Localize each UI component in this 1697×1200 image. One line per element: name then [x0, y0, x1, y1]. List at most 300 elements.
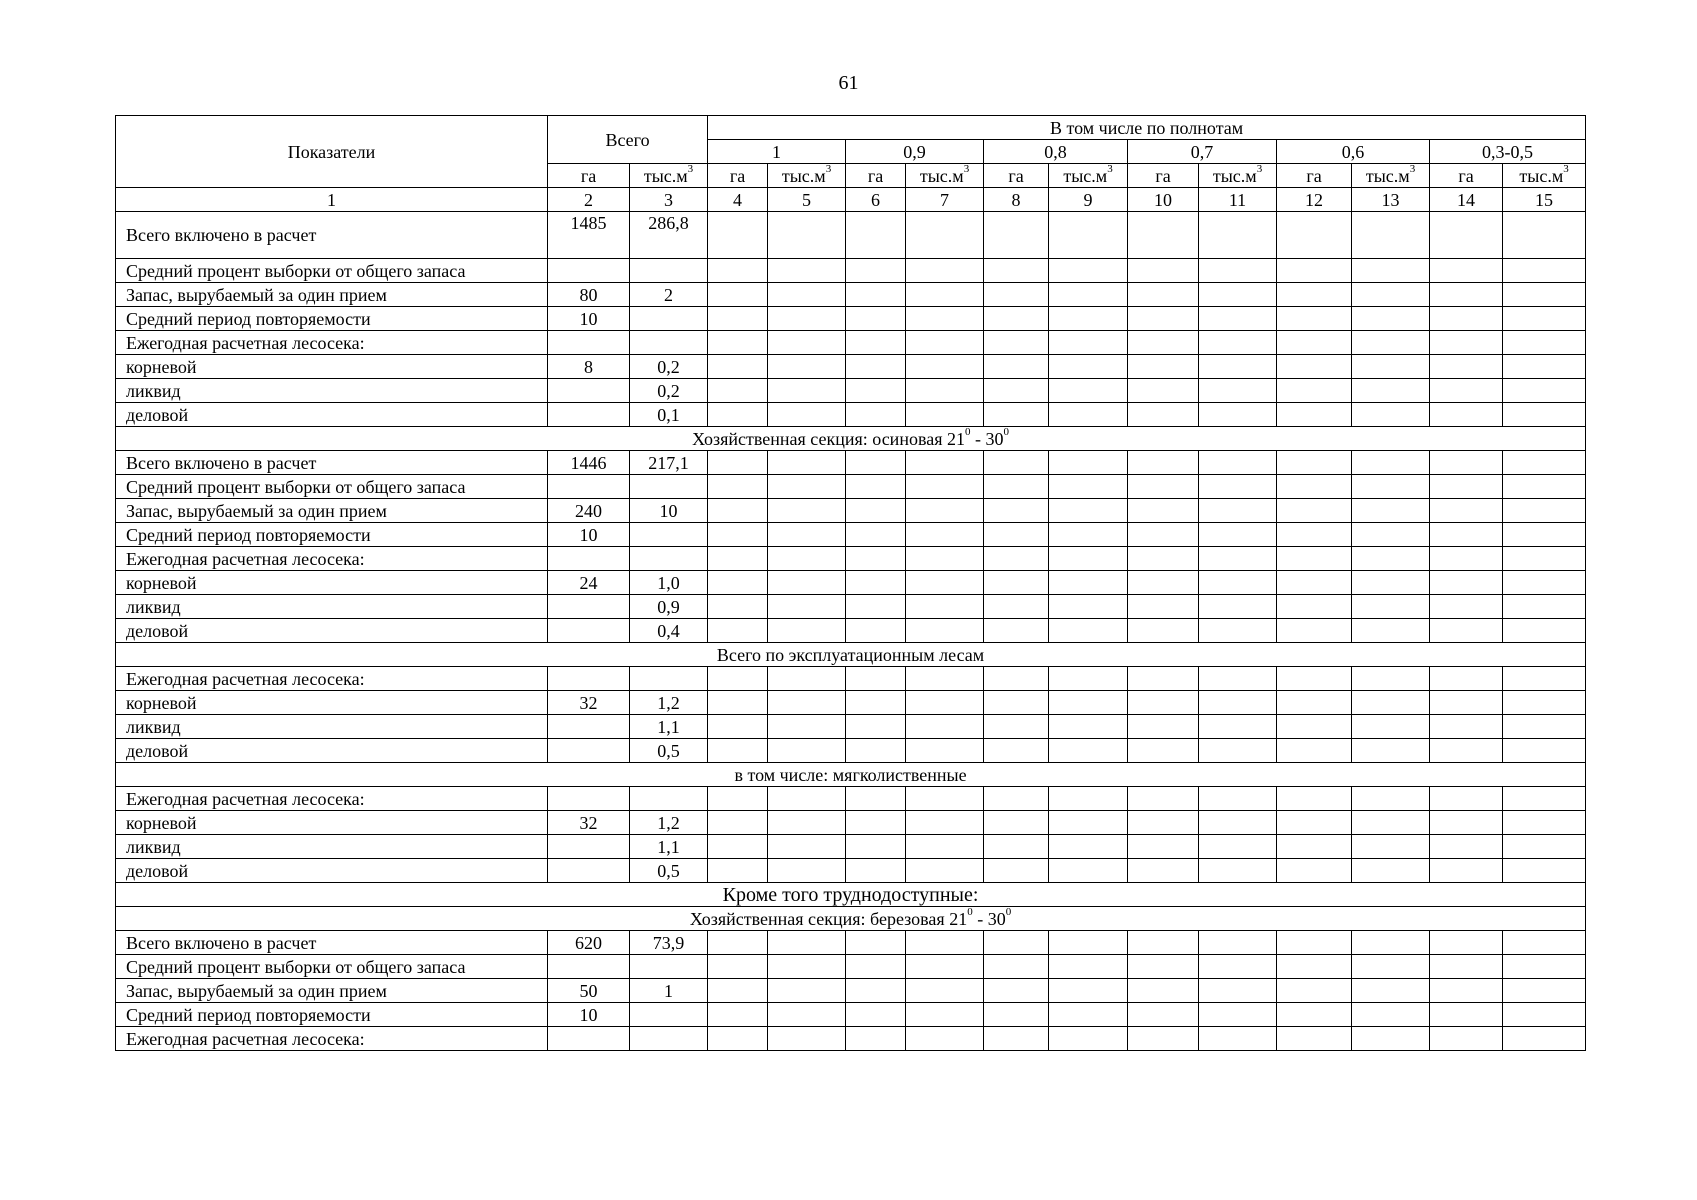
section-title: Кроме того труднодоступные: — [116, 883, 1586, 907]
empty-cell — [1049, 547, 1128, 571]
empty-cell — [1277, 931, 1352, 955]
empty-cell — [984, 307, 1049, 331]
empty-cell — [1352, 811, 1430, 835]
empty-cell — [984, 691, 1049, 715]
empty-cell — [1199, 403, 1277, 427]
empty-cell — [1049, 859, 1128, 883]
total-volume: 0,5 — [630, 739, 708, 763]
empty-cell — [1352, 787, 1430, 811]
total-ha: 10 — [548, 307, 630, 331]
empty-cell — [1277, 715, 1352, 739]
empty-cell — [1128, 619, 1199, 643]
empty-cell — [1352, 475, 1430, 499]
empty-cell — [768, 979, 846, 1003]
total-volume: 286,8 — [630, 212, 708, 259]
empty-cell — [1503, 1027, 1586, 1051]
empty-cell — [768, 811, 846, 835]
empty-cell — [846, 283, 906, 307]
empty-cell — [906, 259, 984, 283]
empty-cell — [906, 667, 984, 691]
empty-cell — [1049, 811, 1128, 835]
empty-cell — [846, 691, 906, 715]
total-ha — [548, 595, 630, 619]
table-row — [116, 811, 1586, 835]
empty-cell — [846, 212, 906, 259]
empty-cell — [1503, 379, 1586, 403]
section-title: Хозяйственная секция: осиновая $21^0 - 30^0$ — [116, 427, 1586, 451]
empty-cell — [1503, 691, 1586, 715]
row-label: ликвид — [116, 715, 548, 739]
row-label: корневой — [116, 811, 548, 835]
empty-cell — [708, 739, 768, 763]
total-volume — [630, 523, 708, 547]
total-ha — [548, 835, 630, 859]
empty-cell — [906, 739, 984, 763]
empty-cell — [1503, 619, 1586, 643]
empty-cell — [846, 1027, 906, 1051]
empty-cell — [1277, 619, 1352, 643]
empty-cell — [1128, 547, 1199, 571]
page-number: 61 — [838, 72, 859, 94]
total-volume: 217,1 — [630, 451, 708, 475]
empty-cell — [1128, 979, 1199, 1003]
empty-cell — [768, 355, 846, 379]
empty-cell — [906, 811, 984, 835]
empty-cell — [1430, 787, 1503, 811]
empty-cell — [1430, 859, 1503, 883]
empty-cell — [1199, 715, 1277, 739]
table-row — [116, 571, 1586, 595]
empty-cell — [906, 499, 984, 523]
empty-cell — [1128, 739, 1199, 763]
total-ha — [548, 1027, 630, 1051]
empty-cell — [1199, 811, 1277, 835]
total-ha — [548, 955, 630, 979]
row-label: Всего включено в расчет — [116, 451, 548, 475]
empty-cell — [846, 835, 906, 859]
total-ha: 1485 — [548, 212, 630, 259]
table-row — [116, 667, 1586, 691]
section-row — [116, 643, 1586, 667]
empty-cell — [708, 283, 768, 307]
total-ha: 32 — [548, 691, 630, 715]
empty-cell — [906, 619, 984, 643]
total-volume — [630, 259, 708, 283]
table-row — [116, 595, 1586, 619]
empty-cell — [1128, 571, 1199, 595]
empty-cell — [1128, 283, 1199, 307]
empty-cell — [984, 499, 1049, 523]
empty-cell — [1277, 499, 1352, 523]
empty-cell — [906, 307, 984, 331]
empty-cell — [1049, 667, 1128, 691]
column-number: 6 — [846, 188, 906, 212]
empty-cell — [1199, 475, 1277, 499]
row-label: деловой — [116, 619, 548, 643]
empty-cell — [1430, 811, 1503, 835]
empty-cell — [846, 811, 906, 835]
total-ha — [548, 331, 630, 355]
empty-cell — [1199, 355, 1277, 379]
empty-cell — [1128, 955, 1199, 979]
empty-cell — [906, 212, 984, 259]
total-volume — [630, 547, 708, 571]
density-header: 0,9 — [846, 140, 984, 164]
empty-cell — [768, 475, 846, 499]
empty-cell — [1352, 331, 1430, 355]
empty-cell — [1430, 547, 1503, 571]
empty-cell — [1199, 931, 1277, 955]
empty-cell — [1352, 451, 1430, 475]
empty-cell — [906, 715, 984, 739]
empty-cell — [1128, 451, 1199, 475]
table-row — [116, 715, 1586, 739]
empty-cell — [1277, 547, 1352, 571]
empty-cell — [1128, 931, 1199, 955]
empty-cell — [708, 931, 768, 955]
total-ha: 240 — [548, 499, 630, 523]
empty-cell — [1352, 259, 1430, 283]
empty-cell — [906, 1027, 984, 1051]
table-row — [116, 691, 1586, 715]
empty-cell — [1352, 403, 1430, 427]
empty-cell — [1352, 212, 1430, 259]
empty-cell — [768, 667, 846, 691]
empty-cell — [1199, 212, 1277, 259]
empty-cell — [1503, 595, 1586, 619]
empty-cell — [1199, 379, 1277, 403]
empty-cell — [708, 355, 768, 379]
empty-cell — [984, 979, 1049, 1003]
empty-cell — [768, 523, 846, 547]
empty-cell — [708, 212, 768, 259]
empty-cell — [768, 1027, 846, 1051]
total-ha — [548, 859, 630, 883]
empty-cell — [708, 715, 768, 739]
empty-cell — [708, 979, 768, 1003]
empty-cell — [1352, 283, 1430, 307]
empty-cell — [1352, 595, 1430, 619]
total-volume: 1 — [630, 979, 708, 1003]
empty-cell — [1277, 379, 1352, 403]
empty-cell — [1503, 667, 1586, 691]
empty-cell — [708, 835, 768, 859]
unit-ha: га — [846, 164, 906, 188]
empty-cell — [1430, 931, 1503, 955]
empty-cell — [1128, 523, 1199, 547]
empty-cell — [1199, 979, 1277, 1003]
empty-cell — [1049, 691, 1128, 715]
empty-cell — [708, 331, 768, 355]
empty-cell — [1049, 499, 1128, 523]
empty-cell — [846, 667, 906, 691]
empty-cell — [984, 212, 1049, 259]
section-title: Хозяйственная секция: березовая $21^0 - 30^0$ — [116, 907, 1586, 931]
row-label: ликвид — [116, 835, 548, 859]
empty-cell — [708, 475, 768, 499]
empty-cell — [906, 379, 984, 403]
empty-cell — [708, 619, 768, 643]
empty-cell — [1430, 451, 1503, 475]
row-label: Средний период повторяемости — [116, 1003, 548, 1027]
empty-cell — [1352, 715, 1430, 739]
unit-volume: $тыс.м^3$ — [1352, 164, 1430, 188]
total-ha: 50 — [548, 979, 630, 1003]
row-label: деловой — [116, 403, 548, 427]
empty-cell — [984, 859, 1049, 883]
empty-cell — [1352, 307, 1430, 331]
empty-cell — [1128, 307, 1199, 331]
total-volume: 10 — [630, 499, 708, 523]
empty-cell — [846, 931, 906, 955]
empty-cell — [1352, 835, 1430, 859]
total-ha — [548, 259, 630, 283]
empty-cell — [1128, 859, 1199, 883]
empty-cell — [1128, 691, 1199, 715]
section-title: в том числе: мягколиственные — [116, 763, 1586, 787]
empty-cell — [768, 619, 846, 643]
table-row — [116, 331, 1586, 355]
unit-ha: га — [1430, 164, 1503, 188]
empty-cell — [1049, 379, 1128, 403]
empty-cell — [708, 1003, 768, 1027]
empty-cell — [846, 595, 906, 619]
empty-cell — [1277, 212, 1352, 259]
empty-cell — [1352, 1003, 1430, 1027]
table-row — [116, 307, 1586, 331]
total-volume — [630, 787, 708, 811]
empty-cell — [708, 595, 768, 619]
empty-cell — [846, 715, 906, 739]
empty-cell — [906, 283, 984, 307]
empty-cell — [1199, 835, 1277, 859]
empty-cell — [768, 379, 846, 403]
unit-volume: $тыс.м^3$ — [1503, 164, 1586, 188]
unit-ha: га — [1277, 164, 1352, 188]
empty-cell — [1277, 979, 1352, 1003]
total-ha: 10 — [548, 523, 630, 547]
total-volume: 0,4 — [630, 619, 708, 643]
empty-cell — [984, 955, 1049, 979]
empty-cell — [708, 523, 768, 547]
total-volume: 1,2 — [630, 691, 708, 715]
empty-cell — [846, 1003, 906, 1027]
empty-cell — [1128, 595, 1199, 619]
empty-cell — [1049, 283, 1128, 307]
empty-cell — [1430, 499, 1503, 523]
empty-cell — [906, 859, 984, 883]
empty-cell — [906, 355, 984, 379]
empty-cell — [1199, 859, 1277, 883]
empty-cell — [984, 355, 1049, 379]
row-label: ликвид — [116, 379, 548, 403]
row-label: корневой — [116, 355, 548, 379]
row-label: Запас, вырубаемый за один прием — [116, 979, 548, 1003]
empty-cell — [708, 787, 768, 811]
empty-cell — [768, 307, 846, 331]
empty-cell — [1503, 259, 1586, 283]
empty-cell — [1352, 979, 1430, 1003]
table-row — [116, 1027, 1586, 1051]
empty-cell — [768, 859, 846, 883]
empty-cell — [984, 403, 1049, 427]
row-label: Средний процент выборки от общего запаса — [116, 955, 548, 979]
empty-cell — [984, 523, 1049, 547]
column-number: 15 — [1503, 188, 1586, 212]
empty-cell — [846, 331, 906, 355]
empty-cell — [906, 523, 984, 547]
empty-cell — [1049, 475, 1128, 499]
empty-cell — [1128, 811, 1199, 835]
empty-cell — [1128, 1003, 1199, 1027]
empty-cell — [846, 499, 906, 523]
empty-cell — [1049, 1003, 1128, 1027]
empty-cell — [984, 379, 1049, 403]
empty-cell — [1430, 595, 1503, 619]
empty-cell — [984, 571, 1049, 595]
empty-cell — [708, 547, 768, 571]
empty-cell — [1049, 523, 1128, 547]
empty-cell — [846, 547, 906, 571]
empty-cell — [1430, 331, 1503, 355]
empty-cell — [768, 691, 846, 715]
empty-cell — [1430, 259, 1503, 283]
empty-cell — [906, 787, 984, 811]
total-ha: 1446 — [548, 451, 630, 475]
total-volume: 0,1 — [630, 403, 708, 427]
empty-cell — [1503, 547, 1586, 571]
row-label: Ежегодная расчетная лесосека: — [116, 667, 548, 691]
empty-cell — [1430, 979, 1503, 1003]
table-row — [116, 1003, 1586, 1027]
empty-cell — [984, 619, 1049, 643]
empty-cell — [1503, 979, 1586, 1003]
column-number: 5 — [768, 188, 846, 212]
row-label: Всего включено в расчет — [116, 212, 548, 259]
empty-cell — [906, 475, 984, 499]
row-label: Средний период повторяемости — [116, 523, 548, 547]
empty-cell — [984, 811, 1049, 835]
empty-cell — [1199, 499, 1277, 523]
column-number: 12 — [1277, 188, 1352, 212]
empty-cell — [768, 955, 846, 979]
row-label: деловой — [116, 859, 548, 883]
table-row — [116, 451, 1586, 475]
column-number: 14 — [1430, 188, 1503, 212]
empty-cell — [1277, 739, 1352, 763]
empty-cell — [1277, 1027, 1352, 1051]
empty-cell — [906, 451, 984, 475]
empty-cell — [984, 715, 1049, 739]
empty-cell — [1430, 715, 1503, 739]
section-row — [116, 427, 1586, 451]
density-header: 0,8 — [984, 140, 1128, 164]
empty-cell — [1049, 595, 1128, 619]
table-row — [116, 739, 1586, 763]
empty-cell — [1128, 475, 1199, 499]
empty-cell — [768, 715, 846, 739]
empty-cell — [1199, 259, 1277, 283]
empty-cell — [1430, 355, 1503, 379]
empty-cell — [1503, 571, 1586, 595]
empty-cell — [846, 571, 906, 595]
empty-cell — [1277, 475, 1352, 499]
empty-cell — [1128, 403, 1199, 427]
table-row — [116, 283, 1586, 307]
empty-cell — [768, 259, 846, 283]
empty-cell — [1503, 307, 1586, 331]
empty-cell — [1199, 955, 1277, 979]
row-label: Ежегодная расчетная лесосека: — [116, 547, 548, 571]
total-volume — [630, 667, 708, 691]
empty-cell — [768, 1003, 846, 1027]
empty-cell — [1199, 307, 1277, 331]
empty-cell — [1352, 379, 1430, 403]
empty-cell — [984, 547, 1049, 571]
empty-cell — [1503, 403, 1586, 427]
unit-volume: $тыс.м^3$ — [768, 164, 846, 188]
row-label: Ежегодная расчетная лесосека: — [116, 331, 548, 355]
total-ha — [548, 619, 630, 643]
empty-cell — [846, 787, 906, 811]
empty-cell — [1430, 1027, 1503, 1051]
empty-cell — [846, 475, 906, 499]
empty-cell — [906, 331, 984, 355]
empty-cell — [768, 595, 846, 619]
empty-cell — [1503, 715, 1586, 739]
header-by-density: В том числе по полнотам — [708, 116, 1586, 140]
empty-cell — [708, 691, 768, 715]
row-label: Средний процент выборки от общего запаса — [116, 475, 548, 499]
empty-cell — [1199, 1003, 1277, 1027]
empty-cell — [1277, 259, 1352, 283]
empty-cell — [1277, 595, 1352, 619]
empty-cell — [1503, 212, 1586, 259]
empty-cell — [1430, 283, 1503, 307]
empty-cell — [708, 859, 768, 883]
table-body — [116, 212, 1586, 1051]
empty-cell — [1503, 931, 1586, 955]
empty-cell — [1430, 955, 1503, 979]
empty-cell — [846, 979, 906, 1003]
empty-cell — [1277, 811, 1352, 835]
total-ha — [548, 475, 630, 499]
density-header: 0,3-0,5 — [1430, 140, 1586, 164]
empty-cell — [984, 1027, 1049, 1051]
empty-cell — [1352, 619, 1430, 643]
empty-cell — [708, 811, 768, 835]
row-label: Всего включено в расчет — [116, 931, 548, 955]
column-number: 13 — [1352, 188, 1430, 212]
empty-cell — [708, 451, 768, 475]
empty-cell — [708, 403, 768, 427]
row-label: Запас, вырубаемый за один прием — [116, 283, 548, 307]
column-number: 7 — [906, 188, 984, 212]
table-row — [116, 259, 1586, 283]
unit-ha: га — [548, 164, 630, 188]
empty-cell — [1277, 691, 1352, 715]
empty-cell — [1049, 307, 1128, 331]
empty-cell — [708, 379, 768, 403]
empty-cell — [1049, 739, 1128, 763]
density-header: 0,7 — [1128, 140, 1277, 164]
total-volume: 0,2 — [630, 379, 708, 403]
empty-cell — [1277, 283, 1352, 307]
total-volume — [630, 307, 708, 331]
empty-cell — [1199, 667, 1277, 691]
empty-cell — [768, 451, 846, 475]
row-label: Ежегодная расчетная лесосека: — [116, 787, 548, 811]
